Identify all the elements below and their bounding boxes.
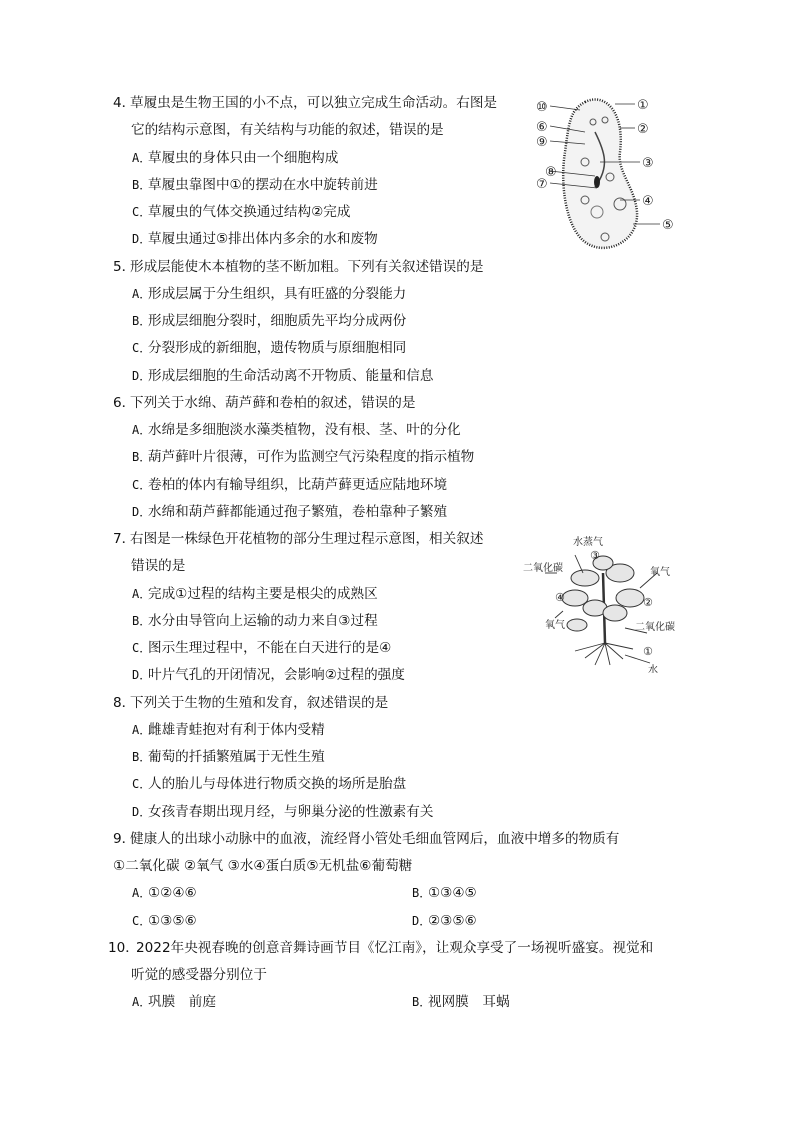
option-label: D． [412, 913, 432, 928]
option-text: 女孩青春期出现月经，与卵巢分泌的性激素有关 [148, 803, 434, 820]
label-co2-right: 二氧化碳 [635, 622, 675, 633]
label-water-vapor: 水蒸气 [573, 537, 603, 548]
option-label: B． [132, 177, 152, 192]
option-label: C． [132, 641, 152, 655]
option-label: D． [132, 504, 152, 519]
option-row [0, 447, 794, 467]
option-label: D． [132, 232, 152, 247]
question-stem: 听觉的感受器分别位于 [131, 967, 267, 983]
label-2: ② [637, 122, 649, 137]
label-1: ① [637, 98, 649, 113]
option-label: A． [132, 286, 152, 301]
option-text: 草履虫靠图中①的摆动在水中旋转前进 [148, 176, 378, 193]
option-label: B． [412, 886, 432, 901]
question-stem: 错误的是 [131, 558, 186, 575]
option-text: 叶片气孔的开闭情况，会影响②过程的强度 [148, 667, 405, 684]
plant-diagram [515, 533, 690, 673]
label-o2-right: 氧气 [650, 567, 670, 578]
question-stem: 2022年央视春晚的创意音舞诗画节目《忆江南》，让观众享受了一场视听盛宴。视觉和 [136, 939, 654, 956]
option-row [0, 311, 794, 331]
option-label: D． [132, 668, 152, 683]
question-stem-line [0, 938, 794, 958]
option-text: ①②④⑥ [148, 885, 197, 902]
option-label: A． [132, 995, 152, 1010]
option-text: ②③⑤⑥ [428, 912, 477, 929]
option-text: 巩膜 前庭 [148, 994, 216, 1011]
option-row [0, 774, 794, 794]
label-8: ⑧ [545, 165, 557, 180]
label-6: ⑥ [536, 120, 548, 135]
paramecium-diagram [525, 92, 695, 257]
question-number: 7． [113, 531, 136, 547]
question-number: 9． [113, 830, 136, 847]
question-number: 4． [113, 95, 136, 111]
option-label: B． [132, 750, 152, 764]
question-stem: 下列关于生物的生殖和发育，叙述错误的是 [130, 694, 389, 711]
label-o2-left: 氧气 [545, 620, 565, 631]
option-label: A． [132, 722, 152, 737]
option-label: C． [132, 913, 152, 928]
option-text: 草履虫的气体交换通过结构②完成 [148, 204, 351, 220]
option-text: 图示生理过程中，不能在白天进行的是④ [148, 640, 392, 656]
option-text: 视网膜 耳蜗 [428, 994, 510, 1011]
label-7: ⑦ [536, 177, 548, 192]
option-row [0, 502, 794, 522]
option-text: 形成层细胞的生命活动离不开物质、能量和信息 [148, 367, 434, 384]
option-text: 水绵和葫芦藓都能通过孢子繁殖，卷柏靠种子繁殖 [148, 503, 448, 520]
option-text: ①③⑤⑥ [148, 912, 197, 929]
option-row [0, 911, 794, 931]
option-label: C． [132, 205, 152, 219]
label-5: ⑤ [662, 218, 674, 233]
question-number: 8． [113, 694, 136, 711]
option-row [0, 420, 794, 440]
option-row [0, 747, 794, 767]
option-label: D． [132, 368, 152, 383]
option-text: 卷柏的体内有输导组织，比葫芦藓更适应陆地环境 [148, 476, 448, 493]
question-stem-line [0, 393, 794, 413]
label-p1: ① [643, 645, 653, 658]
option-label: A． [132, 886, 152, 901]
question-stem-line [0, 693, 794, 713]
option-text: 人的胎儿与母体进行物质交换的场所是胎盘 [148, 776, 407, 793]
label-p3: ③ [590, 549, 600, 562]
question-number: 6． [113, 394, 136, 411]
option-text: 葫芦藓叶片很薄，可作为监测空气污染程度的指示植物 [148, 449, 475, 466]
question-stem-line [0, 257, 794, 277]
option-row [0, 802, 794, 822]
option-label: B． [412, 995, 432, 1010]
option-label: B． [132, 450, 152, 465]
question-stem: 下列关于水绵、葫芦藓和卷柏的叙述，错误的是 [130, 394, 416, 411]
option-label: A． [132, 423, 152, 437]
option-row [0, 338, 794, 358]
option-text: 形成层属于分生组织，具有旺盛的分裂能力 [148, 285, 407, 302]
option-text: 完成①过程的结构主要是根尖的成熟区 [148, 585, 378, 602]
option-label: C． [132, 341, 152, 356]
option-row [0, 720, 794, 740]
label-water: 水 [648, 665, 658, 673]
option-text: 雌雄青蛙抱对有利于体内受精 [148, 721, 325, 738]
question-number: 5． [113, 258, 136, 275]
label-9: ⑨ [536, 135, 548, 150]
option-row [0, 992, 794, 1012]
option-label: D． [132, 804, 152, 819]
option-text: 分裂形成的新细胞，遗传物质与原细胞相同 [148, 340, 407, 357]
option-label: A． [132, 586, 152, 601]
label-3: ③ [642, 156, 654, 171]
option-text: 葡萄的扦插繁殖属于无性生殖 [148, 749, 325, 765]
option-text: 草履虫的身体只由一个细胞构成 [148, 149, 339, 166]
option-row [0, 883, 794, 903]
question-stem: 草履虫是生物王国的小不点，可以独立完成生命活动。右图是 [130, 95, 498, 111]
option-label: B． [132, 314, 152, 328]
option-row [0, 284, 794, 304]
option-row [0, 366, 794, 386]
label-4: ④ [642, 194, 654, 209]
question-number: 10． [108, 939, 139, 956]
option-text: 形成层细胞分裂时，细胞质先平均分成两份 [148, 313, 407, 329]
option-text: 水绵是多细胞淡水藻类植物，没有根、茎、叶的分化 [148, 422, 461, 438]
question-stem-line [0, 856, 794, 876]
option-row [0, 475, 794, 495]
option-text: 水分由导管向上运输的动力来自③过程 [148, 612, 378, 629]
label-co2-left: 二氧化碳 [523, 563, 563, 574]
label-p2: ② [643, 596, 653, 609]
question-stem: 右图是一株绿色开花植物的部分生理过程示意图，相关叙述 [130, 531, 484, 547]
question-stem-line [0, 829, 794, 849]
option-label: C． [132, 777, 152, 792]
question-stem: 形成层能使木本植物的茎不断加粗。下列有关叙述错误的是 [130, 258, 484, 275]
question-stem: 它的结构示意图，有关结构与功能的叙述，错误的是 [131, 122, 444, 139]
question-stem-line [0, 965, 794, 985]
option-label: C． [132, 477, 152, 492]
option-text: ①③④⑤ [428, 885, 477, 902]
option-label: A． [132, 150, 152, 165]
question-stem: ①二氧化碳 ②氧气 ③水④蛋白质⑤无机盐⑥葡萄糖 [113, 858, 413, 874]
question-stem: 健康人的出球小动脉中的血液，流经肾小管处毛细血管网后，血液中增多的物质有 [130, 830, 620, 847]
option-label: B． [132, 613, 152, 628]
option-text: 草履虫通过⑤排出体内多余的水和废物 [148, 231, 378, 248]
label-10: ⑩ [536, 100, 548, 115]
label-p4: ④ [555, 591, 565, 604]
